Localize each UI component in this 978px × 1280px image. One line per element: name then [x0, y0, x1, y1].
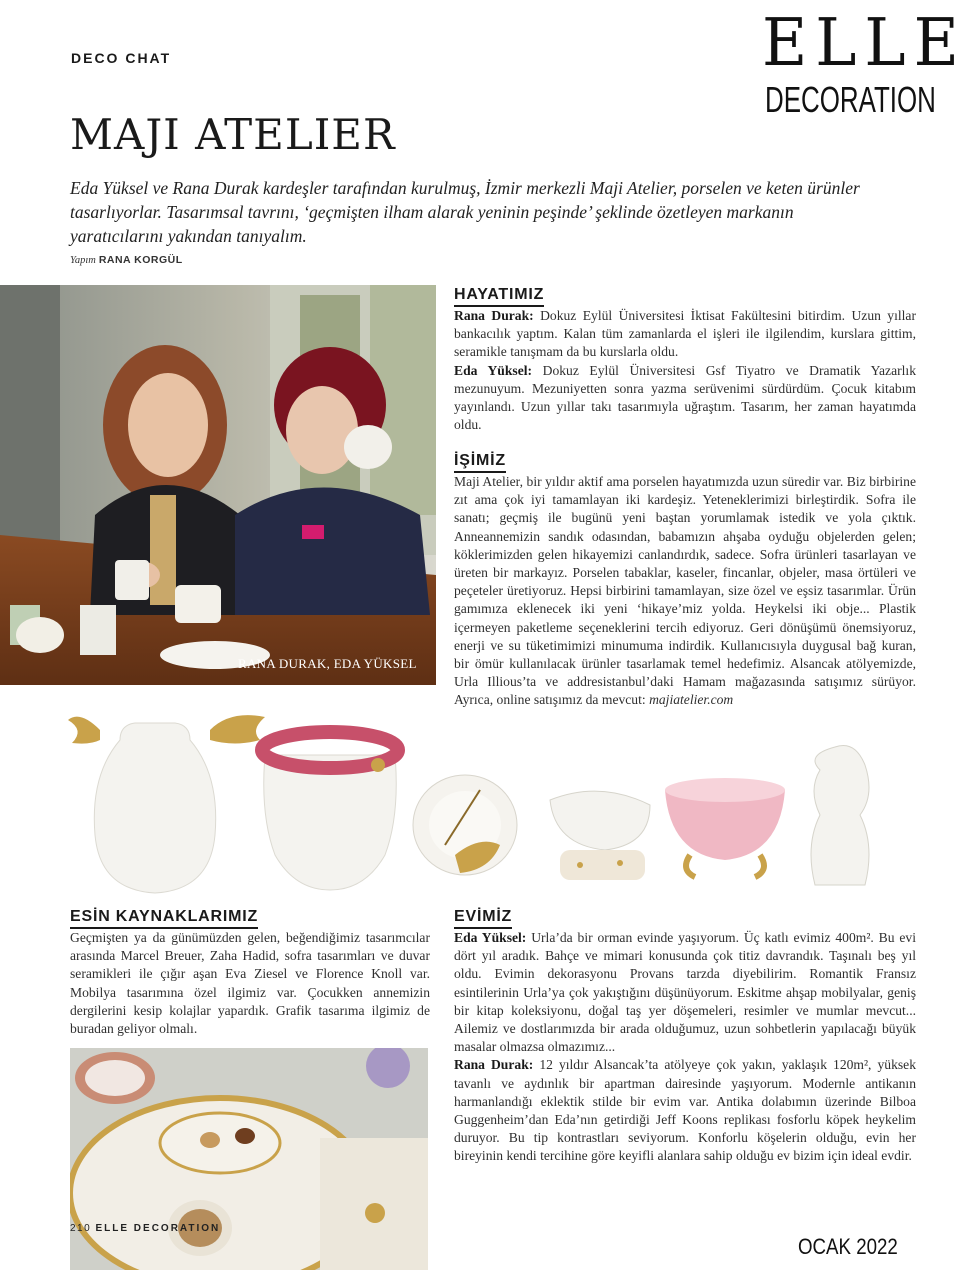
heading-hayatimiz: HAYATIMIZ [454, 286, 544, 307]
article-title: MAJI ATELIER [70, 110, 396, 159]
hayatimiz-text-eda: Dokuz Eylül Üniversitesi Gsf Tiyatro ve Dramatik Yazarlık mezunuyum. Mezuniyetten sonra yazma serüvenimi sürdürdüm. Çocuk kitabım yayınlandı. Uzun yıllar takı tasarımıyla uğraştım. Tasarım, her zaman hayatımda oldu. [454, 362, 916, 433]
photo-caption: RANA DURAK, EDA YÜKSEL [238, 656, 417, 671]
evimiz-paragraph [454, 929, 916, 1166]
article-intro: Eda Yüksel ve Rana Durak kardeşler tarafından kurulmuş, İzmir merkezli Maji Atelier, porselen ve keten ürünler tasarlıyorlar. Tasarımsal tavrını, ‘geçmişten ilham alarak yeninin peşinde’ şeklinde özetleyen markanın yaratıcılarını yakından tanıyalım. [70, 178, 860, 246]
credit-line [70, 254, 183, 266]
credit-name: RANA KORGÜL [98, 254, 183, 266]
website-link[interactable]: majiatelier.com [649, 692, 734, 708]
evimiz-text-rana: 12 yıldır Alsancak’ta atölyeye çok yakın, yaklaşık 120m², yüksek tavanlı ve aydınlık bir apartman dairesinde yaşıyorum. Modernle antikanın harmanlandığı eklektik stilde bir evim var. Antika dolabımın üzerinde Bilboa Guggenheim’dan Eda’nın getirdiği Jeff Koons replikası fosforlu köpek heykelim duruyor. Bu tip kontrastları seviyorum. Konforlu köşelerin olduğu, evin her bireyinin kendi tercihine göre keyifli alanlara sahip olduğu ev bizim için ideal evdir. [454, 1057, 916, 1164]
page-number: 210 [70, 1223, 92, 1234]
evimiz-text-eda: Urla’da bir orman evinde yaşıyorum. Üç katlı evimiz 400m². Bu evi dört yıl aradık. Bahçe ve mimari konusunda çok titiz davrandık. Taşınalı beş yıl oldu. Evimin dekorasyonu Provans tarzda diyebilirim. Romantik Fransız esintilerinin Urla’ya çok yakıştığını düşünüyorum. Eskitme ahşap mobilyalar, geniş bir kitap koleksiyonu, doğal taş yer döşemeleri, resimler ve mumlar mevcut... Ailemiz ve dostlarımızda bir arada olduğumuz, uzun sohbetlerin yapılacağı büyük masalar olmazsa olmazımız... [454, 930, 916, 1055]
hayatimiz-paragraph [454, 307, 916, 434]
heading-evimiz: EVİMİZ [454, 908, 512, 929]
credit-label: Yapım [70, 255, 96, 266]
pink-bowl-image [665, 778, 785, 877]
winged-vase-image [68, 715, 265, 893]
section-isimiz [454, 452, 916, 710]
footer-magazine: ELLE DECORATION [95, 1223, 221, 1234]
section-esin [70, 908, 430, 1038]
head-planter-image [550, 791, 650, 880]
product-strip [60, 695, 930, 905]
speaker-rana: Rana Durak: [454, 308, 534, 323]
issue-date: OCAK 2022 [798, 1234, 898, 1259]
speaker-eda: Eda Yüksel: [454, 930, 527, 945]
elle-logo: ELLE [762, 4, 967, 81]
plate-image [413, 775, 517, 875]
torso-sculpture-image [811, 745, 869, 885]
isimiz-text: Maji Atelier, bir yıldır aktif ama porselen hayatımızda uzun süredir var. Biz birbirine zıt ama çok iyi tamamlayan iki kardeşiz. Yeteneklerimizi birleştirdik. Sofra ile sanatı; geçmiş ile bugünü yeni baştan yorumlamak istedik ve yola çıktık. Anneannemizin sandık odasından, babamızın ahşaba oyduğu objelerden gelen; köklerimizden gelen hikayemizi canlandırdık, sadece. Sofra ürünleri tasarlayan ve üreten bir markayız. Porselen tabaklar, kaseler, fincanlar, objeler, masa örtüleri ve peçeteler üretiyoruz. Hepsi birbirini tamamlayan, size özel ve eşsiz tasarımlar. Ürün gamımıza eklenecek iki yeni ‘hikaye’miz yolda. Heykelsi iki obje... Plastik içermeyen paketleme seçeneklerini tercih ediyoruz. Geri dönüşümü önemsiyoruz, enerji ve su tüketimimizi minumuma indirdik. Kullanıcısıyla duygusal bağ kuran, bir ömür kullanılacak ürünler tasarlamak temel hedefimiz. Alsancak atölyemizde, Urla Illious’ta ve addresistanbul’daki Hamam mağazasında satışımız sürüyor. Ayrıca, online satışımız da mevcut: [454, 474, 916, 708]
section-hayatimiz [454, 286, 916, 434]
page-footer [70, 1223, 220, 1234]
speaker-eda: Eda Yüksel: [454, 362, 533, 378]
esin-paragraph: Geçmişten ya da günümüzden gelen, beğendiğimiz tasarımcılar arasında Marcel Breuer, Zaha Hadid, sofra tasarımları ve duvar seramikleri ile çığır aşan Eva Ziesel ve Florence Knoll var. Mobilya tasarımına özel ilgimiz var. Çocukken annemizin dergilerini kesip kolajlar yapardık. Grafik tasarıma ilgimiz de buradan geliyor olmalı. [70, 930, 430, 1037]
portrait-photo [0, 285, 436, 685]
beaded-bowl-image [262, 732, 398, 890]
section-label: DECO CHAT [71, 50, 172, 66]
speaker-rana: Rana Durak: [454, 1057, 534, 1073]
hayatimiz-text-rana: Dokuz Eylül Üniversitesi İktisat Fakültesini bitirdim. Uzun yıllar bankacılık yaptım. Kalan tüm zamanlarda el işleri ile ilgilendim, kurslara gittim, seramikle tanışmam da bu kurslarla oldu. [454, 308, 916, 360]
heading-esin: ESİN KAYNAKLARIMIZ [70, 908, 258, 929]
heading-isimiz: İŞİMİZ [454, 452, 506, 473]
section-evimiz [454, 908, 916, 1166]
isimiz-paragraph [454, 473, 916, 710]
decoration-logo: DECORATION [765, 79, 936, 120]
table-setting-photo [70, 1048, 428, 1270]
